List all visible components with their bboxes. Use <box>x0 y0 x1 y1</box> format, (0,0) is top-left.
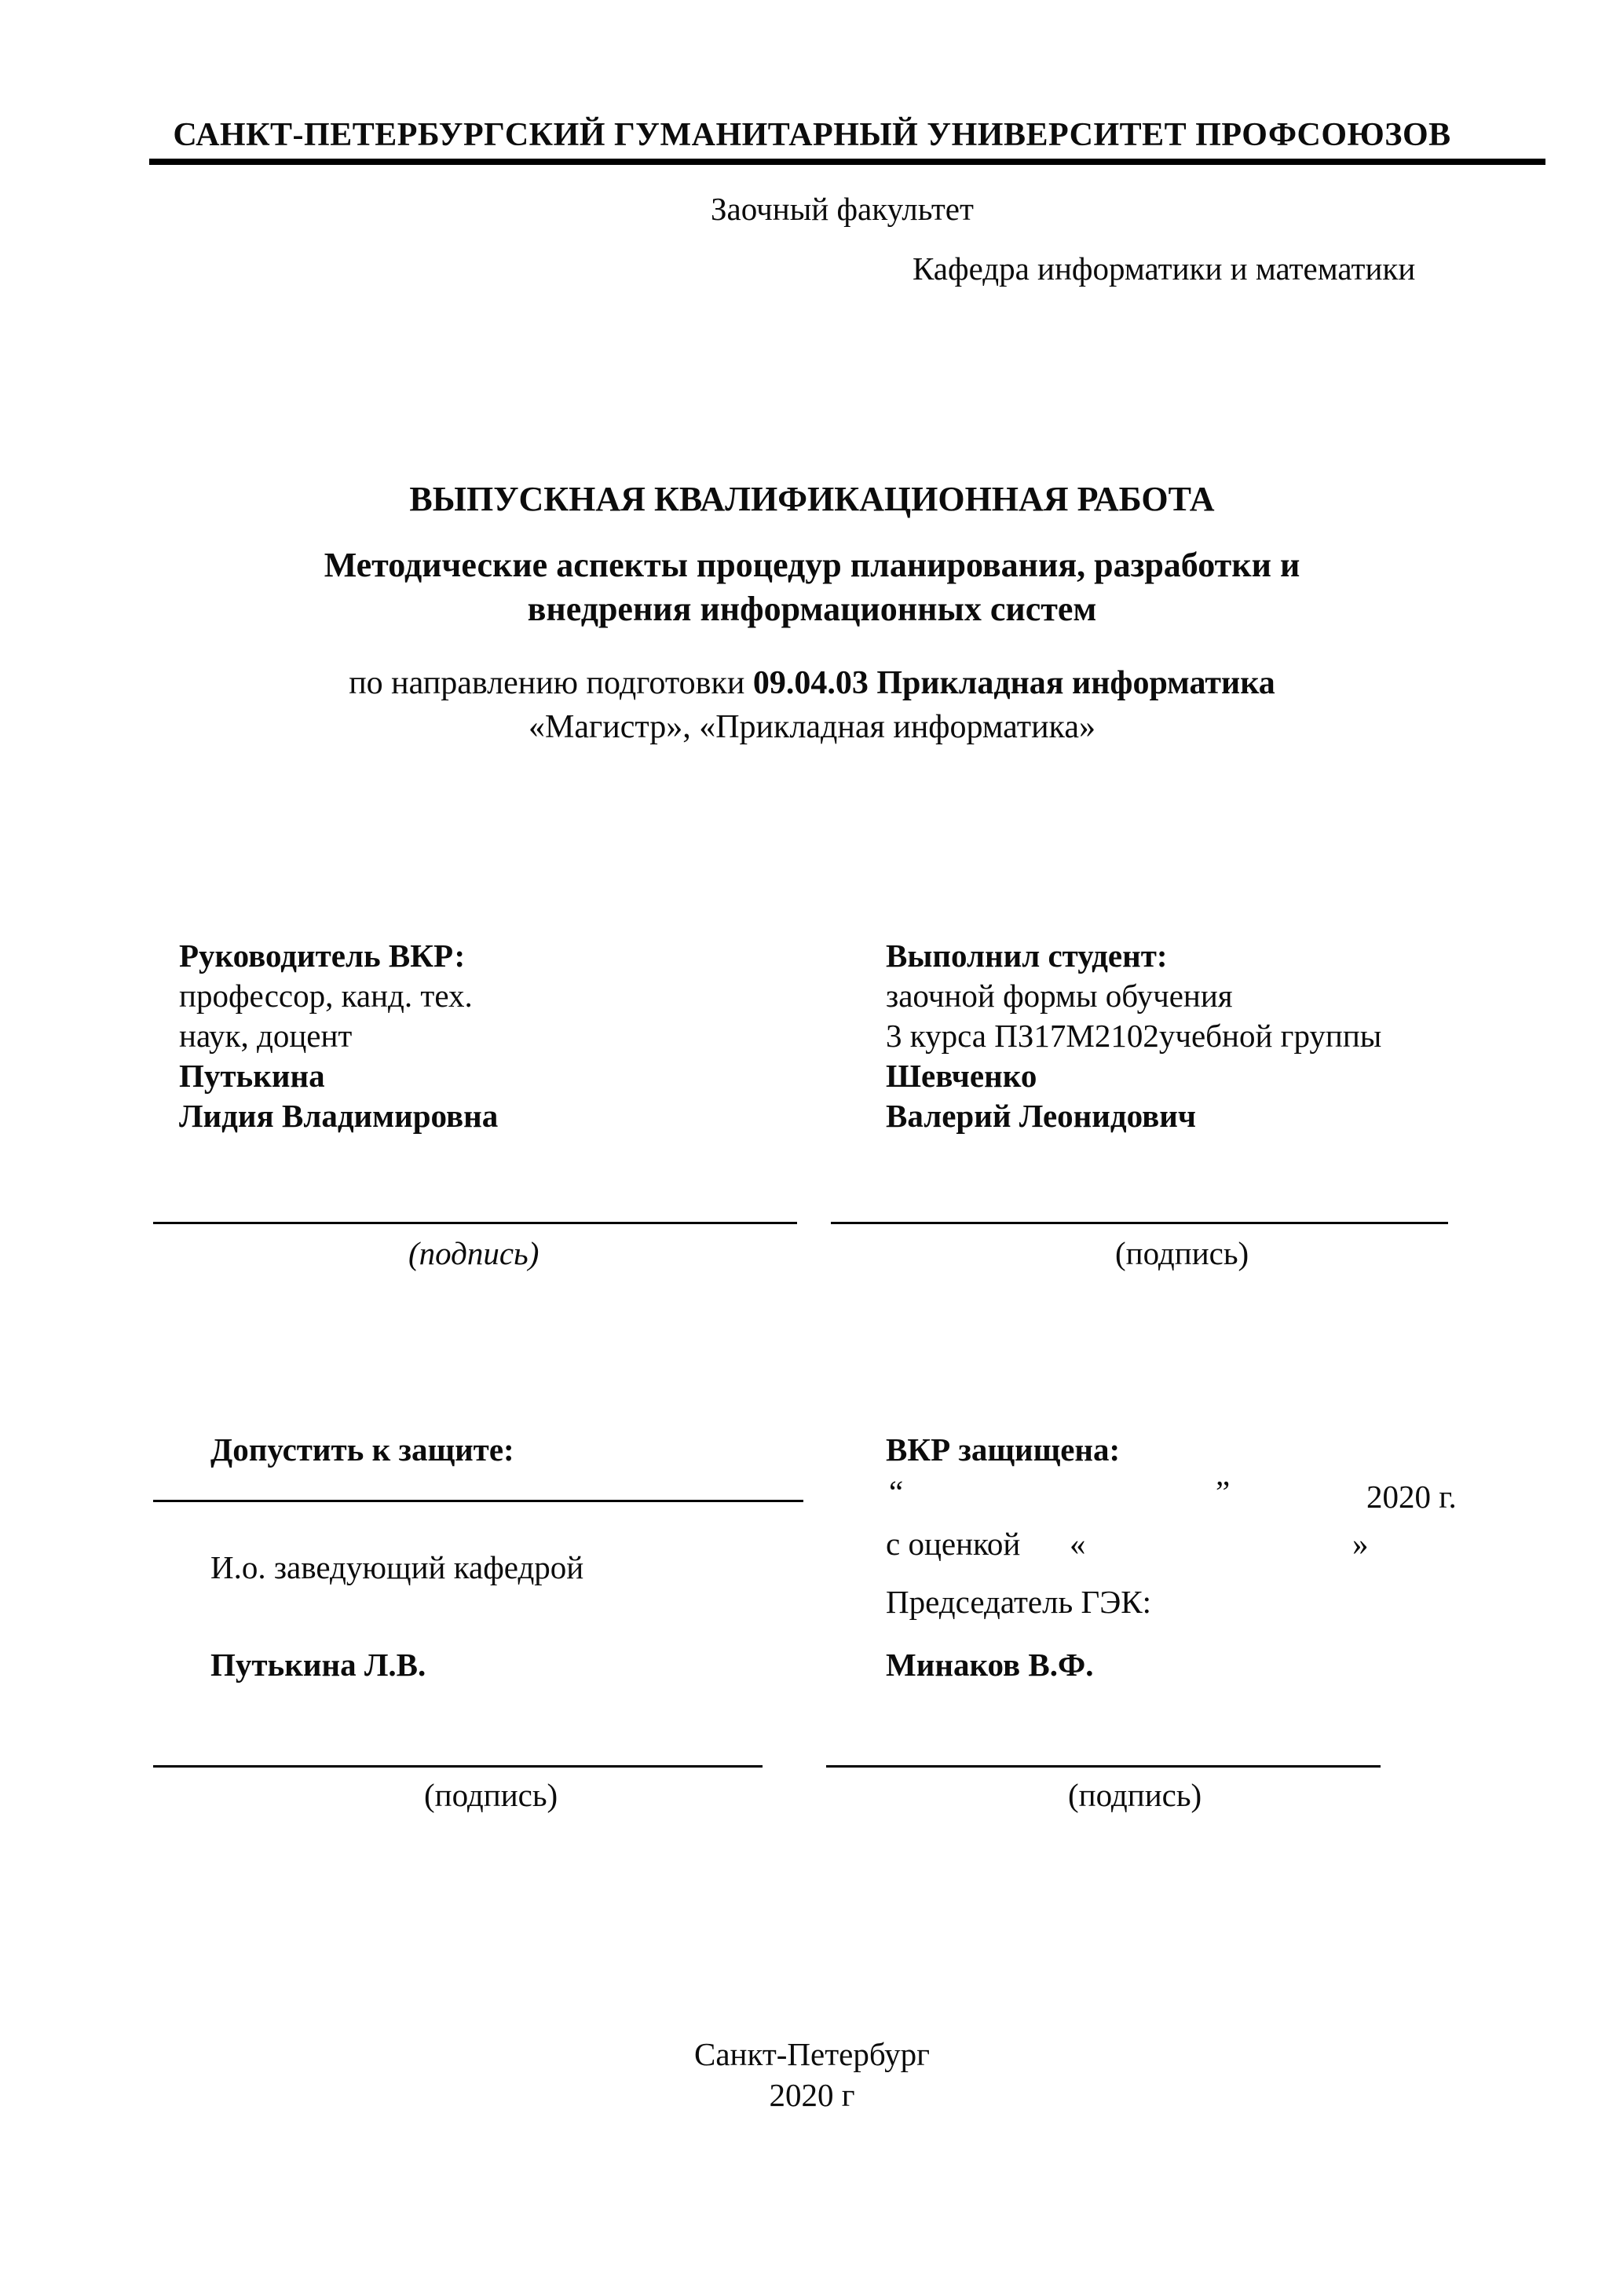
thesis-title-line2: внедрения информационных систем <box>527 590 1097 628</box>
student-signature-line <box>831 1222 1448 1224</box>
student-group-line: 3 курса ПЗ17М2102учебной группы <box>886 1018 1382 1054</box>
student-signature-caption: (подпись) <box>1115 1235 1249 1271</box>
direction-line <box>0 664 1624 702</box>
admission-heading: Допустить к защите: <box>210 1431 514 1468</box>
chairman-signature-caption: (подпись) <box>1068 1777 1202 1813</box>
defense-year: 2020 г. <box>1366 1479 1457 1515</box>
supervisor-surname: Путькина <box>179 1058 325 1094</box>
thesis-title <box>0 543 1624 631</box>
department-name: Кафедра информатики и математики <box>913 250 1416 287</box>
supervisor-signature-caption: (подпись) <box>408 1235 540 1271</box>
direction-prefix: по направлению подготовки <box>349 665 753 701</box>
supervisor-heading: Руководитель ВКР: <box>179 938 466 974</box>
student-name: Валерий Леонидович <box>886 1098 1197 1134</box>
admission-name: Путькина Л.В. <box>210 1647 426 1683</box>
supervisor-name: Лидия Владимировна <box>179 1098 499 1134</box>
defense-grade-close-quote: » <box>1352 1526 1369 1562</box>
thesis-title-line1: Методические аспекты процедур планирования, разработки и <box>324 546 1300 584</box>
student-form-line: заочной формы обучения <box>886 978 1233 1014</box>
university-name: САНКТ-ПЕТЕРБУРГСКИЙ ГУМАНИТАРНЫЙ УНИВЕРСИТЕТ ПРОФСОЮЗОВ <box>173 117 1451 153</box>
student-block <box>886 936 1381 1136</box>
admission-signature-caption: (подпись) <box>424 1777 558 1813</box>
admission-role: И.о. заведующий кафедрой <box>210 1549 584 1585</box>
direction-code: 09.04.03 Прикладная информатика <box>752 665 1275 701</box>
footer-year: 2020 г <box>769 2077 855 2113</box>
defense-date-open-quote: “ <box>889 1474 904 1510</box>
header-rule <box>149 159 1545 165</box>
qualification-line: «Магистр», «Прикладная информатика» <box>529 709 1095 745</box>
defense-heading: ВКР защищена: <box>886 1431 1121 1468</box>
supervisor-degree-line2: наук, доцент <box>179 1018 353 1054</box>
work-type-title: ВЫПУСКНАЯ КВАЛИФИКАЦИОННАЯ РАБОТА <box>409 480 1215 518</box>
defense-grade-label: с оценкой <box>886 1526 1021 1562</box>
supervisor-degree-line1: профессор, канд. тех. <box>179 978 473 1014</box>
student-heading: Выполнил студент: <box>886 938 1168 974</box>
chairman-signature-line <box>826 1765 1381 1768</box>
faculty-name: Заочный факультет <box>711 191 974 227</box>
admission-rule-line <box>153 1500 803 1502</box>
footer-city: Санкт-Петербург <box>694 2036 930 2072</box>
supervisor-block <box>179 936 498 1136</box>
supervisor-signature-line <box>153 1222 797 1224</box>
defense-grade-open-quote: « <box>1070 1526 1086 1562</box>
student-surname: Шевченко <box>886 1058 1037 1094</box>
admission-signature-line <box>153 1765 763 1768</box>
defense-chairman-name: Минаков В.Ф. <box>886 1647 1094 1683</box>
defense-chairman-label: Председатель ГЭК: <box>886 1584 1152 1620</box>
defense-date-close-quote: ” <box>1216 1474 1231 1510</box>
